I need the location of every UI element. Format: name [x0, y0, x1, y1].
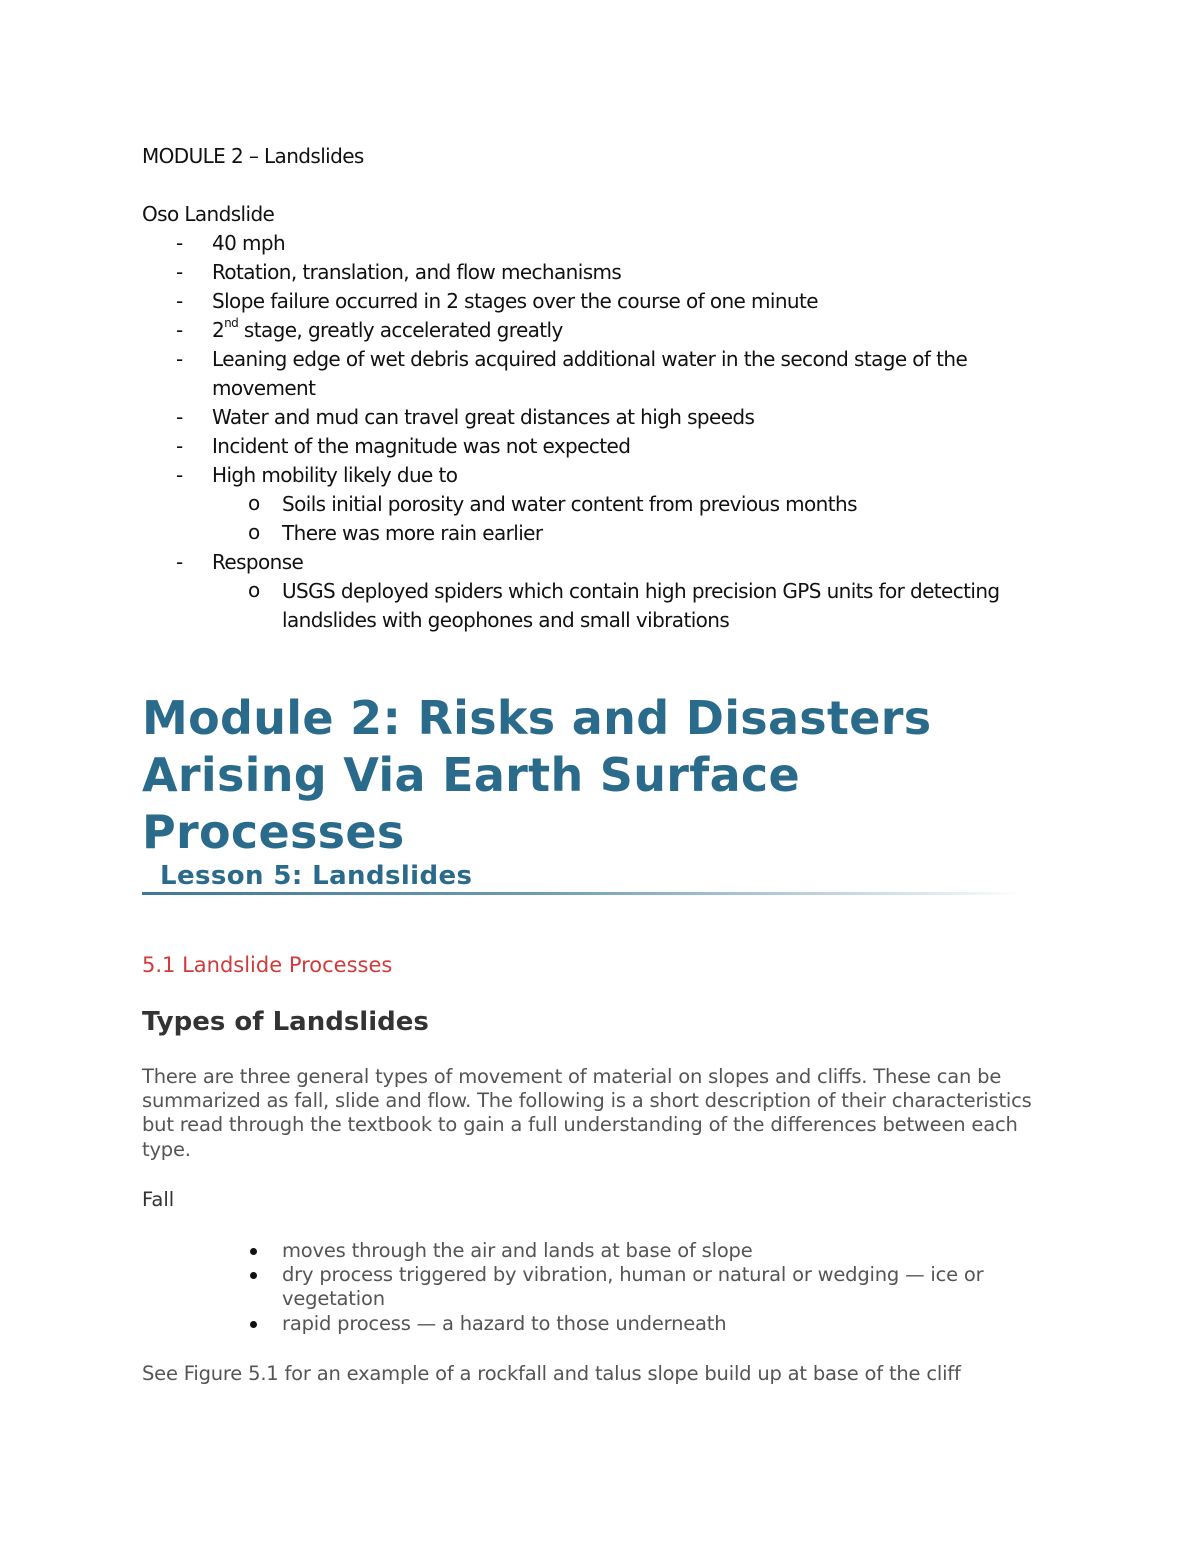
- lesson-title: Lesson 5: Landslides: [160, 861, 473, 891]
- sub-list-item-text: There was more rain earlier: [282, 521, 543, 545]
- ordinal-number: 2: [212, 318, 225, 342]
- dash-marker: -: [176, 434, 183, 458]
- bullet-dot-icon: [250, 1248, 257, 1255]
- dash-marker: -: [176, 463, 183, 487]
- list-item-text: High mobility likely due to: [212, 463, 458, 487]
- sub-list-item: [212, 519, 1042, 548]
- dash-marker: -: [176, 550, 183, 574]
- circle-marker: o: [248, 520, 260, 544]
- list-item: [142, 403, 1042, 432]
- list-item-text: Rotation, translation, and flow mechanisms: [212, 260, 622, 284]
- list-item: [142, 1312, 1042, 1336]
- lesson-divider: [142, 892, 1022, 895]
- list-item: [142, 287, 1042, 316]
- list-item-text: moves through the air and lands at base of slope: [282, 1239, 753, 1262]
- sub-list: [212, 577, 1042, 635]
- ordinal-suffix: nd: [224, 316, 239, 331]
- list-item: [142, 229, 1042, 258]
- notes-subheading: Oso Landslide: [142, 202, 275, 226]
- dash-marker: -: [176, 347, 183, 371]
- bullet-dot-icon: [250, 1321, 257, 1328]
- circle-marker: o: [248, 578, 260, 602]
- list-item: [142, 548, 1042, 635]
- list-item: [142, 258, 1042, 287]
- dash-marker: -: [176, 260, 183, 284]
- list-item-text: Incident of the magnitude was not expected: [212, 434, 631, 458]
- section-title: 5.1 Landslide Processes: [142, 953, 393, 977]
- list-item: [142, 345, 1042, 403]
- fall-label: Fall: [142, 1188, 175, 1211]
- sub-list-item-text: USGS deployed spiders which contain high precision GPS units for detecting landslides with geophones and small vibrations: [282, 579, 1000, 632]
- module-title: Module 2: Risks and Disasters Arising Via Earth Surface Processes: [142, 691, 932, 859]
- list-item-text: stage, greatly accelerated greatly: [238, 318, 563, 342]
- dash-marker: -: [176, 318, 183, 342]
- circle-marker: o: [248, 491, 260, 515]
- sub-list-item-text: Soils initial porosity and water content from previous months: [282, 492, 857, 516]
- sub-list-item: [212, 577, 1042, 635]
- list-item: [142, 461, 1042, 548]
- list-item-text: rapid process — a hazard to those underneath: [282, 1311, 727, 1335]
- list-item-text: Leaning edge of wet debris acquired additional water in the second stage of the movement: [212, 347, 968, 400]
- dash-marker: -: [176, 289, 183, 313]
- fall-bullets: [142, 1239, 1042, 1336]
- dash-marker: -: [176, 405, 183, 429]
- bullet-dot-icon: [250, 1272, 257, 1279]
- notes-heading: MODULE 2 – Landslides: [142, 144, 364, 168]
- list-item: [142, 432, 1042, 461]
- list-item: [142, 1263, 1042, 1311]
- see-figure-text: See Figure 5.1 for an example of a rockfall and talus slope build up at base of the cliff: [142, 1362, 961, 1385]
- intro-paragraph: There are three general types of movement of material on slopes and cliffs. These can be summarized as fall, slide and flow. The following is a short description of their characteristics but read through the textbook to gain a full understanding of the differences between each type.: [142, 1065, 1032, 1161]
- list-item: [142, 1239, 1042, 1263]
- list-item: [142, 316, 1042, 345]
- list-item-text: Response: [212, 550, 304, 574]
- notes-list: [142, 229, 1042, 635]
- types-title: Types of Landslides: [142, 1007, 429, 1037]
- list-item-text: Slope failure occurred in 2 stages over the course of one minute: [212, 289, 818, 313]
- dash-marker: -: [176, 231, 183, 255]
- list-item-text: dry process triggered by vibration, human or natural or wedging — ice or vegetation: [282, 1263, 984, 1311]
- list-item-text: 40 mph: [212, 231, 286, 255]
- sub-list: [212, 490, 1042, 548]
- oso-notes: [142, 142, 1042, 635]
- list-item-text: Water and mud can travel great distances at high speeds: [212, 405, 755, 429]
- sub-list-item: [212, 490, 1042, 519]
